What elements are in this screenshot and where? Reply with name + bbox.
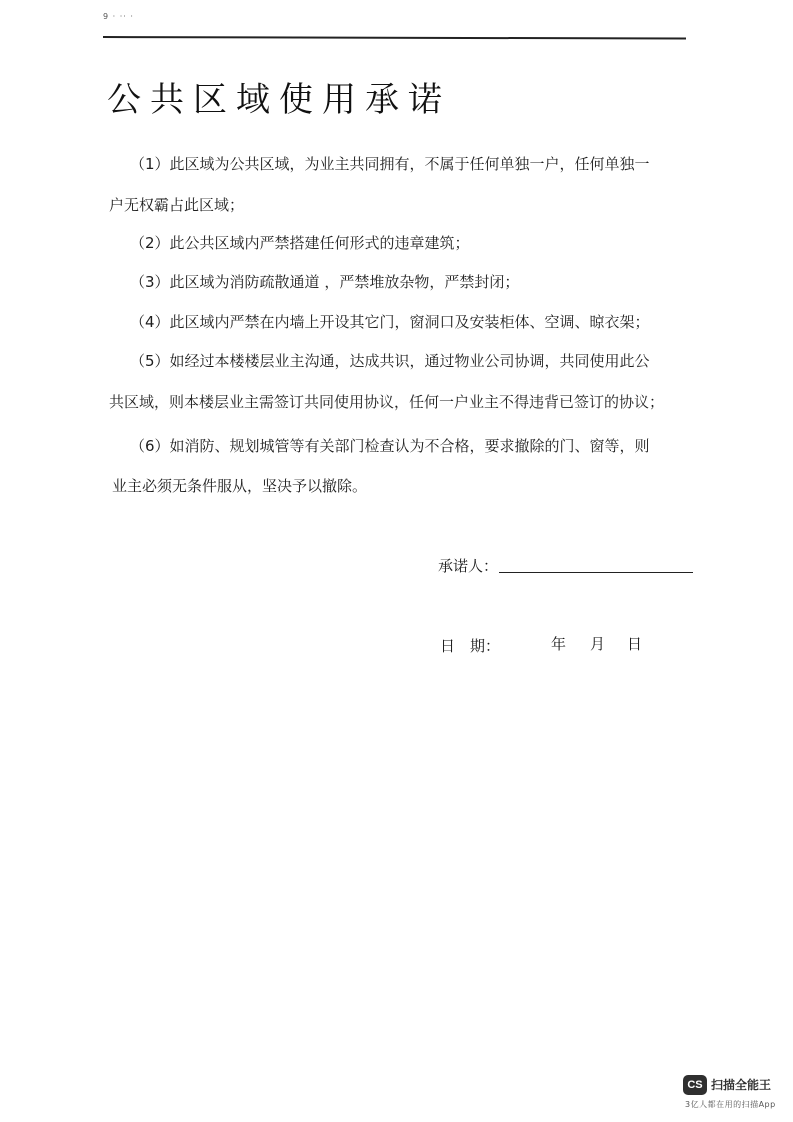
- clause-3-line-1: （3）此区域为消防疏散通道 ，严禁堆放杂物，严禁封闭；: [130, 273, 520, 291]
- date-day: 日: [627, 635, 643, 653]
- clause-4-line-1: （4）此区域内严禁在内墙上开设其它门，窗洞口及安装柜体、空调、晾衣架；: [130, 313, 650, 331]
- clause-6-line-1: （6）如消防、规划城管等有关部门检查认为不合格，要求撤除的门、窗等，则: [130, 437, 650, 455]
- scanner-logo-icon: CS: [683, 1075, 707, 1095]
- date-label: 日 期：: [440, 637, 501, 655]
- scanner-app-name: 扫描全能王: [711, 1078, 772, 1092]
- clause-1-line-1: （1）此区域为公共区域，为业主共同拥有，不属于任何单独一户，任何单独一: [130, 155, 650, 173]
- clause-6-line-2: 业主必须无条件服从，坚决予以撤除。: [112, 477, 368, 495]
- document-title: 公共区域使用承诺: [107, 80, 451, 120]
- clause-2-line-1: （2）此公共区域内严禁搭建任何形式的违章建筑；: [130, 234, 470, 252]
- clause-1-line-2: 户无权霸占此区域；: [109, 196, 245, 214]
- date-year: 年: [551, 635, 567, 653]
- corner-mark: 9 · ·· ·: [103, 12, 134, 21]
- clause-5-line-1: （5）如经过本楼楼层业主沟通，达成共识，通过物业公司协调，共同使用此公: [130, 352, 650, 370]
- date-month: 月: [590, 635, 606, 653]
- signature-line: [499, 572, 693, 573]
- scanner-watermark: [683, 1075, 789, 1115]
- scanner-tagline: 3亿人都在用的扫描App: [685, 1100, 776, 1109]
- signature-label: 承诺人：: [438, 557, 499, 575]
- clause-5-line-2: 共区域，则本楼层业主需签订共同使用协议，任何一户业主不得违背已签订的协议；: [109, 393, 665, 411]
